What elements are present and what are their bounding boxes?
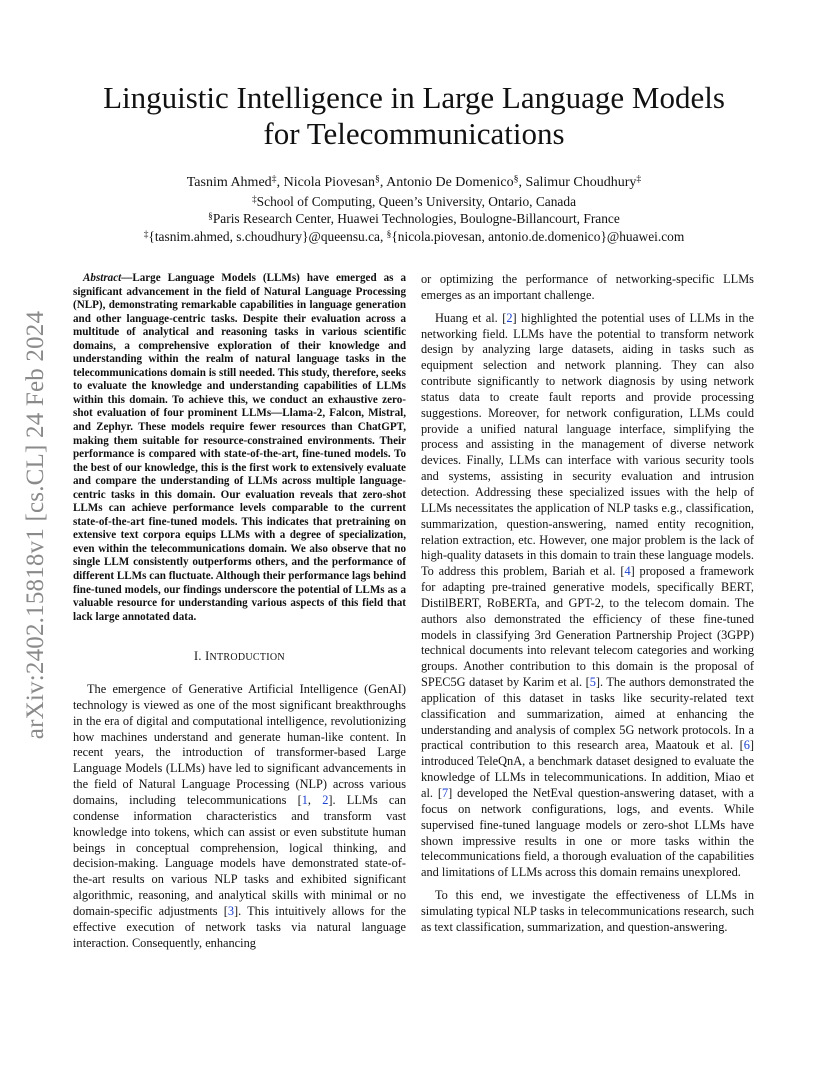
email-huawei: {nicola.piovesan, antonio.de.domenico}@huawei.com [391, 228, 685, 244]
abstract-text: Large Language Models (LLMs) have emerged as a significant advancement in the field of Natural Language Processing (NLP), demonstrating remarkable capabilities in language generation and other language-centric tasks. Despite their evaluation across a multitude of analytical and reasoning tasks in various scientific domains, a comprehensive exploration of their knowledge and understanding within the realm of natural language tasks in the telecommunications domain is still needed. This study, therefore, seeks to evaluate the knowledge and understanding capabilities of LLMs within this domain. To achieve this, we conduct an exhaustive zero-shot evaluation of four prominent LLMs—Llama-2, Falcon, Mistral, and Zephyr. These models require fewer resources than ChatGPT, making them suitable for resource-constrained environments. Their performance is compared with state-of-the-art, fine-tuned models. To the best of our knowledge, this is the first work to extensively evaluate and compare the understanding of LLMs across multiple language-centric tasks in this domain. Our evaluation reveals that zero-shot LLMs can achieve performance levels comparable to the current state-of-the-art fine-tuned models. This indicates that pretraining on extensive text corpora equips LLMs with a degree of specialization, even within the telecommunications domain. We also observe that no single LLM consistently outperforms others, and the performance of different LLMs can fluctuate. Although their performance lags behind fine-tuned models, our findings underscore the potential of LLMs as a valuable resource for understanding various aspects of this field that lack large annotated data. [73, 272, 406, 623]
citation-link[interactable]: 2 [506, 310, 513, 325]
section-numeral: I. [194, 649, 206, 664]
arxiv-identifier-stamp [22, 290, 50, 760]
citation-link[interactable]: 4 [624, 564, 631, 579]
author-name: Nicola Piovesan [283, 175, 375, 190]
paragraph-text: ]. LLMs can condense information characteristics and transform vast knowledge into tokens, which can assist or even substitute human beings in conceptual comprehension, logical thinking, and decision-making. Language models have demonstrated state-of-the-art results on various NLP tasks and exhibited significant algorithmic, reasoning, and analytical skills with minimal or no domain-specific adjustments [ [73, 792, 406, 918]
affiliation-mark: ‡ [143, 229, 149, 240]
paragraph-text: , [307, 792, 323, 807]
title-line-1: Linguistic Intelligence in Large Language Models [103, 80, 725, 115]
citation-link[interactable]: 6 [743, 738, 750, 753]
paragraph-text: ]. This intuitively allows for the effective execution of network tasks via natural language interaction. Consequently, enhancing [73, 903, 406, 950]
affiliation-text: Paris Research Center, Huawei Technologies, Boulogne-Billancourt, France [212, 211, 620, 226]
author-emails [60, 228, 768, 246]
affiliation-mark: § [513, 173, 519, 185]
paragraph-text: The emergence of Generative Artificial Intelligence (GenAI) technology is viewed as one of the most significant breakthroughs in the era of digital and computational intelligence, revolutionizing how machines understand and generate human-like content. In recent years, the introduction of transformer-based Large Language Models (LLMs) have led to significant advancements in the field of Natural Language Processing (NLP) across various domains, including telecommunications [ [73, 682, 406, 807]
left-column [73, 272, 406, 951]
abstract-label: Abstract [83, 272, 122, 284]
section-first-letter: I [205, 649, 210, 664]
paragraph-text: ] developed the NetEval question-answering dataset, with a focus on network configurations, logs, and events. While supervised fine-tuned language models or zero-shot LLMs have shown impressive results in one or more tasks within the telecommunications field, a thorough evaluation of the capabilities and limitations of LLMs across this domain remains unexplored. [421, 786, 754, 880]
affiliation-mark: § [386, 229, 392, 240]
affiliation-mark: § [374, 173, 380, 185]
author-block [60, 174, 768, 245]
section-title-rest: NTRODUCTION [209, 652, 285, 664]
right-column [421, 272, 754, 936]
paragraph-text: ] introduced TeleQnA, a benchmark dataset designed to evaluate the knowledge of LLMs in telecommunications. In addition, Miao et al. [ [421, 738, 754, 800]
author-names: Tasnim Ahmed‡, Nicola Piovesan§, Antonio De Domenico§, Salimur Choudhury‡ [186, 173, 642, 190]
intro-paragraph-1-continued: or optimizing the performance of networking-specific LLMs emerges as an important challenge. [421, 272, 754, 302]
citation-link[interactable]: 5 [589, 675, 596, 690]
affiliation-huawei [60, 210, 768, 228]
title-line-2: for Telecommunications [263, 116, 565, 151]
citation-link[interactable]: 3 [227, 903, 235, 918]
abstract-dash: — [121, 272, 133, 284]
author-name: Tasnim Ahmed [186, 175, 272, 190]
affiliation-queens [60, 193, 768, 211]
email-queens: {tasnim.ahmed, s.choudhury}@queensu.ca, [148, 228, 384, 244]
affiliation-mark: ‡ [636, 173, 642, 185]
citation-link[interactable]: 7 [441, 786, 449, 800]
author-name: Salimur Choudhury [525, 175, 637, 190]
paragraph-text: Huang et al. [ [435, 310, 507, 325]
citation-link[interactable]: 1 [301, 792, 308, 807]
paragraph-text: ] highlighted the potential uses of LLMs in the networking field. LLMs have the potential to transform network design by analyzing large datasets, aiding in tasks such as equipment selection and network planning. They can also contribute significantly to network diagnosis by using network status data to create fault reports and provide processing suggestions. Moreover, for network configuration, LLMs could provide a unified natural language interface, simplifying the process and assisting in the management of diverse network devices. Finally, LLMs can interface with various security tools and systems, assisting in security evaluation and intrusion detection. Addressing these specialized issues with the help of LLMs necessitates the application of NLP tasks e.g., classification, summarization, question-answering, named entity recognition, relation extraction, etc. However, one major problem is the lack of high-quality datasets in this domain to train these language models. To address this problem, Bariah et al. [ [421, 310, 754, 579]
affiliation-mark: ‡ [271, 173, 277, 185]
intro-paragraph-3: To this end, we investigate the effectiveness of LLMs in simulating typical NLP tasks in telecommunications research, such as text classification, summarization, and question-answering. [421, 888, 754, 934]
affiliation-mark: § [208, 211, 213, 222]
affiliation-text: School of Computing, Queen’s University, Ontario, Canada [256, 193, 577, 209]
arxiv-id-text: arXiv:2402.15818v1 [cs.CL] 24 Feb 2024 [22, 310, 49, 740]
affiliation-mark: ‡ [251, 194, 257, 205]
paper-title [60, 80, 768, 152]
section-heading-introduction [73, 649, 406, 666]
paragraph-text: ] proposed a framework for adapting pre-trained generative models, specifically BERT, DistilBERT, RoBERTa, and GPT-2, to the telecom domain. The authors also demonstrated the efficiency of these fine-tuned models in classifying 3rd Generation Partnership Project (3GPP) technical documents into relevant telecom categories and working groups. Another contribution to this domain is the proposal of SPEC5G dataset by Karim et al. [ [421, 564, 754, 690]
citation-link[interactable]: 2 [322, 792, 329, 807]
abstract [73, 272, 406, 624]
intro-paragraph-2 [421, 311, 754, 881]
author-name: Antonio De Domenico [386, 175, 514, 190]
intro-paragraph-1 [73, 682, 406, 951]
paragraph-text: ]. The authors demonstrated the application of this dataset in tasks like security-related text classification and summarization, aimed at enhancing the understanding and analysis of complex 5G network protocols. In a practical contribution to this research area, Maatouk et al. [ [421, 675, 754, 753]
